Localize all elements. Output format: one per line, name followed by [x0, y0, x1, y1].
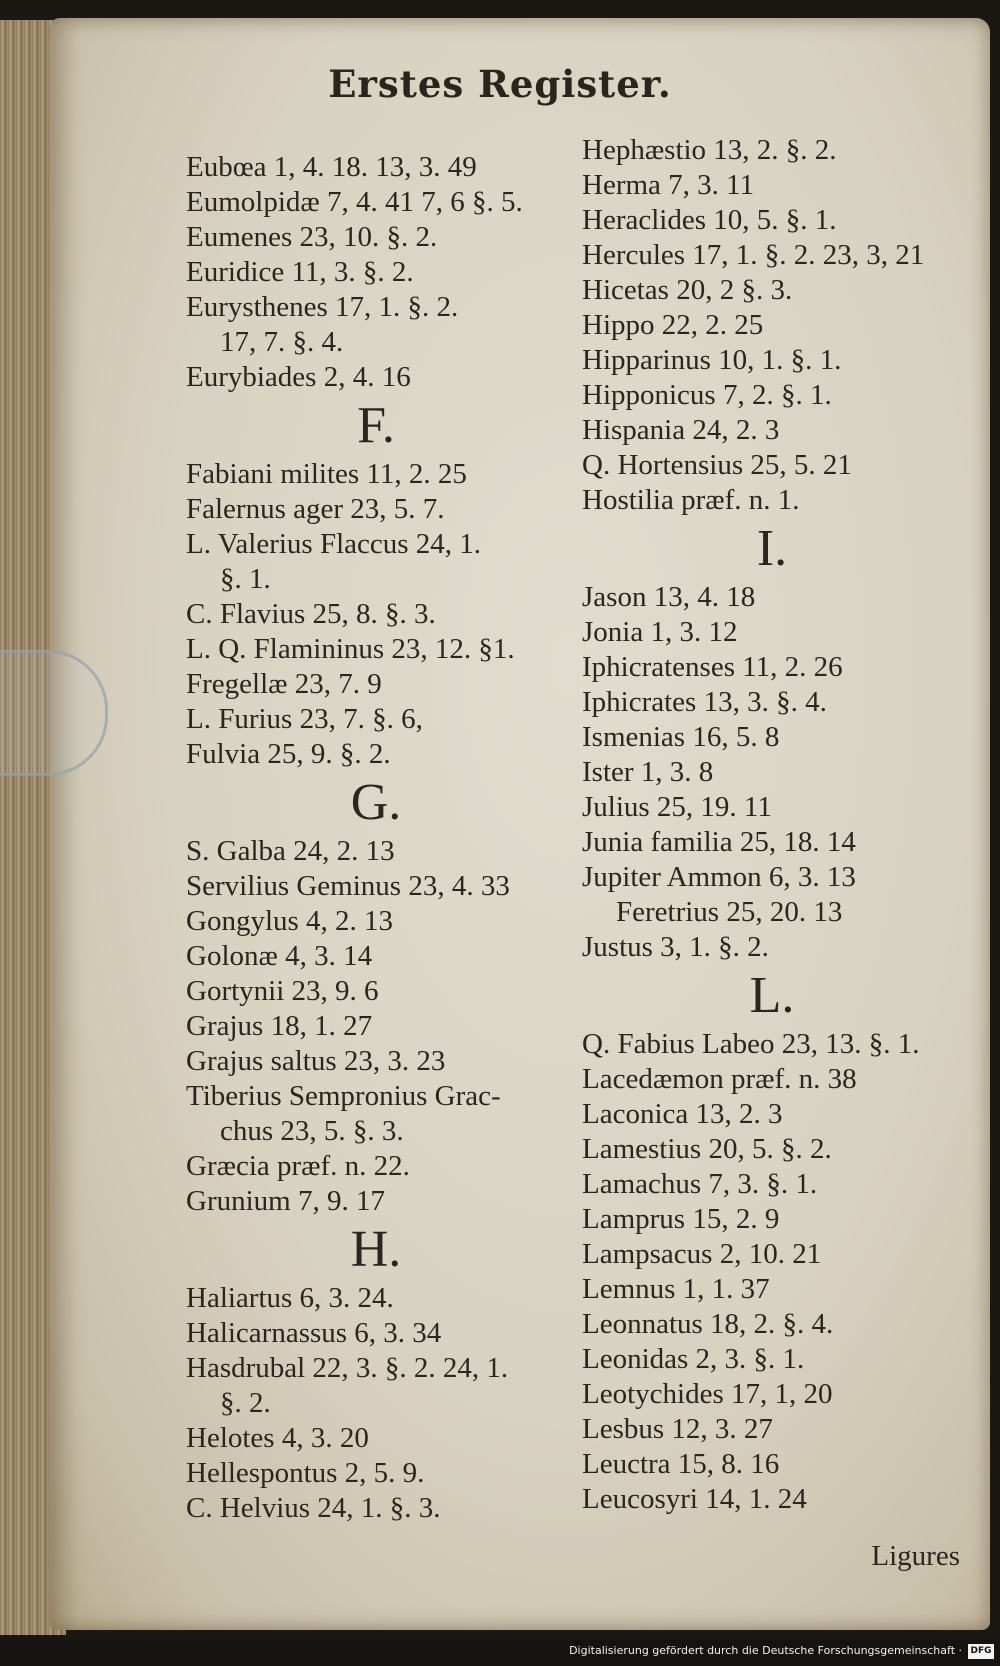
- letter-heading: H.: [350, 1221, 402, 1278]
- index-entry: §. 2.: [220, 1387, 271, 1419]
- index-entry: Hasdrubal 22, 3. §. 2. 24, 1.: [186, 1352, 509, 1384]
- index-entry: Hephæstio 13, 2. §. 2.: [582, 134, 837, 166]
- index-entry: Hippo 22, 2. 25: [582, 309, 764, 341]
- index-entry: Herma 7, 3. 11: [582, 169, 755, 201]
- index-entry: Junia familia 25, 18. 14: [582, 826, 856, 858]
- index-entry: Jupiter Ammon 6, 3. 13: [582, 861, 856, 893]
- index-entry: Hercules 17, 1. §. 2. 23, 3, 21: [582, 239, 925, 271]
- index-entry: Golonæ 4, 3. 14: [186, 940, 373, 972]
- index-entry: Lacedæmon præf. n. 38: [582, 1063, 857, 1095]
- index-entry: C. Flavius 25, 8. §. 3.: [186, 598, 436, 630]
- letter-heading: I.: [756, 520, 788, 577]
- index-entry: Euridice 11, 3. §. 2.: [186, 256, 414, 288]
- index-entry: Gortynii 23, 9. 6: [186, 975, 379, 1007]
- index-entry: Lamprus 15, 2. 9: [582, 1203, 780, 1235]
- index-entry: Q. Hortensius 25, 5. 21: [582, 449, 852, 481]
- index-column-left: [186, 150, 571, 1526]
- index-entry: Leuctra 15, 8. 16: [582, 1448, 780, 1480]
- index-entry: Hellespontus 2, 5. 9.: [186, 1457, 425, 1489]
- index-entry: Leonidas 2, 3. §. 1.: [582, 1343, 805, 1375]
- index-entry: Heraclides 10, 5. §. 1.: [582, 204, 837, 236]
- index-entry: Eubœa 1, 4. 18. 13, 3. 49: [186, 151, 477, 183]
- index-entry: Servilius Geminus 23, 4. 33: [186, 870, 510, 902]
- index-entry: Jason 13, 4. 18: [582, 581, 756, 613]
- index-entry: Feretrius 25, 20. 13: [616, 896, 843, 928]
- index-column-right: [582, 133, 987, 1517]
- letter-heading: G.: [350, 774, 402, 831]
- index-entry: Lesbus 12, 3. 27: [582, 1413, 773, 1445]
- index-entry: Hicetas 20, 2 §. 3.: [582, 274, 793, 306]
- index-entry: chus 23, 5. §. 3.: [220, 1115, 404, 1147]
- index-entry: Eumenes 23, 10. §. 2.: [186, 221, 438, 253]
- index-entry: Jonia 1, 3. 12: [582, 616, 738, 648]
- index-entry: Eumolpidæ 7, 4. 41 7, 6 §. 5.: [186, 186, 523, 218]
- index-entry: L. Q. Flamininus 23, 12. §1.: [186, 633, 515, 665]
- digitization-footer: [0, 1640, 1000, 1666]
- catchword: Ligures: [871, 1540, 960, 1572]
- index-entry: Hipparinus 10, 1. §. 1.: [582, 344, 842, 376]
- index-entry: Eurybiades 2, 4. 16: [186, 361, 411, 393]
- index-entry: Leucosyri 14, 1. 24: [582, 1483, 807, 1515]
- index-entry: C. Helvius 24, 1. §. 3.: [186, 1492, 441, 1524]
- index-entry: Lamestius 20, 5. §. 2.: [582, 1133, 832, 1165]
- index-entry: Leotychides 17, 1, 20: [582, 1378, 833, 1410]
- index-entry: Lamachus 7, 3. §. 1.: [582, 1168, 818, 1200]
- index-entry: Falernus ager 23, 5. 7.: [186, 493, 445, 525]
- index-entry: Helotes 4, 3. 20: [186, 1422, 369, 1454]
- index-entry: Hipponicus 7, 2. §. 1.: [582, 379, 832, 411]
- index-entry: Ismenias 16, 5. 8: [582, 721, 780, 753]
- index-entry: Eurysthenes 17, 1. §. 2.: [186, 291, 459, 323]
- index-entry: Haliartus 6, 3. 24.: [186, 1282, 394, 1314]
- index-entry: Justus 3, 1. §. 2.: [582, 931, 769, 963]
- index-entry: Julius 25, 19. 11: [582, 791, 772, 823]
- index-entry: Grajus 18, 1. 27: [186, 1010, 373, 1042]
- index-entry: Lemnus 1, 1. 37: [582, 1273, 770, 1305]
- index-entry: Laconica 13, 2. 3: [582, 1098, 783, 1130]
- index-entry: Grajus saltus 23, 3. 23: [186, 1045, 446, 1077]
- index-entry: Græcia præf. n. 22.: [186, 1150, 410, 1182]
- index-entry: Ister 1, 3. 8: [582, 756, 714, 788]
- index-entry: Lampsacus 2, 10. 21: [582, 1238, 822, 1270]
- index-entry: Leonnatus 18, 2. §. 4.: [582, 1308, 834, 1340]
- dfg-logo: DFG: [968, 1644, 994, 1659]
- letter-heading: F.: [357, 397, 395, 454]
- index-entry: Halicarnassus 6, 3. 34: [186, 1317, 442, 1349]
- index-entry: 17, 7. §. 4.: [220, 326, 344, 358]
- page-header: Erstes Register.: [328, 62, 672, 106]
- letter-heading: L.: [749, 967, 795, 1024]
- index-entry: Hostilia præf. n. 1.: [582, 484, 800, 516]
- index-entry: Tiberius Sempronius Grac-: [186, 1080, 501, 1112]
- index-entry: L. Furius 23, 7. §. 6,: [186, 703, 423, 735]
- index-entry: Iphicrates 13, 3. §. 4.: [582, 686, 827, 718]
- index-entry: S. Galba 24, 2. 13: [186, 835, 395, 867]
- index-entry: Grunium 7, 9. 17: [186, 1185, 385, 1217]
- index-entry: Q. Fabius Labeo 23, 13. §. 1.: [582, 1028, 920, 1060]
- index-entry: Fulvia 25, 9. §. 2.: [186, 738, 391, 770]
- footer-credit: Digitalisierung gefördert durch die Deutsche Forschungsgemeinschaft ·: [569, 1644, 962, 1657]
- index-entry: Hispania 24, 2. 3: [582, 414, 780, 446]
- index-entry: Fabiani milites 11, 2. 25: [186, 458, 467, 490]
- index-entry: Gongylus 4, 2. 13: [186, 905, 394, 937]
- index-entry: L. Valerius Flaccus 24, 1.: [186, 528, 482, 560]
- index-entry: Iphicratenses 11, 2. 26: [582, 651, 843, 683]
- index-entry: Fregellæ 23, 7. 9: [186, 668, 382, 700]
- index-entry: §. 1.: [220, 563, 271, 595]
